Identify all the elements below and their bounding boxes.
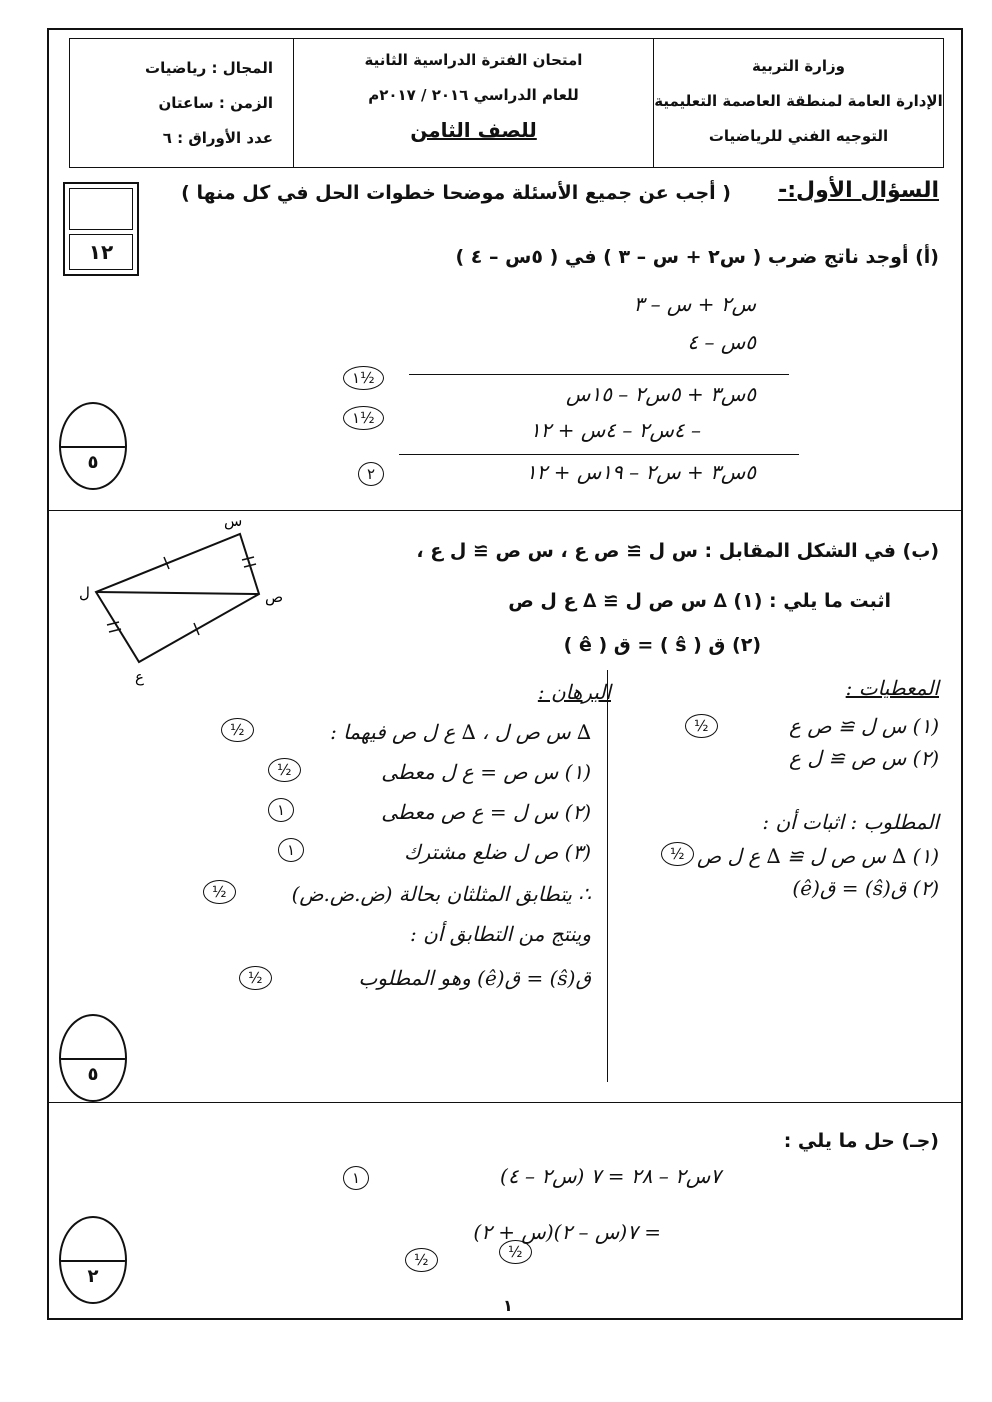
subject: المجال : رياضيات xyxy=(145,59,273,77)
district-name: الإدارة العامة لمنطقة العاصمة التعليمية xyxy=(654,92,943,110)
part-a-score: ٥ xyxy=(87,452,99,473)
vertex-ain-label: ع xyxy=(135,668,144,686)
part-a-mark-2: ١½ xyxy=(343,406,384,430)
part-c-line-1: ٧س٢ – ٢٨ = ٧ (س٢ – ٤) xyxy=(500,1164,721,1188)
proof-line-5: ∴ يتطابق المثلثان بحالة (ض.ض.ض) xyxy=(291,882,591,906)
proof-line-6: وينتج من التطابق أن : xyxy=(410,922,591,946)
parallelogram-figure xyxy=(79,510,289,690)
total-score-blank xyxy=(69,188,133,230)
total-score: ١٢ xyxy=(69,234,133,270)
header-ministry xyxy=(653,39,943,167)
section-divider-2 xyxy=(49,1102,961,1103)
proof-line-2: (١) س ص = ع ل معطى xyxy=(381,760,591,784)
part-b-prove-1: اثبت ما يلي : (١) ∆ س ص ل ≅ ∆ ع ل ص xyxy=(508,590,891,612)
oval-divider xyxy=(61,1260,125,1262)
proof-line-3: (٢) س ل = ع ص معطى xyxy=(381,800,591,824)
proof-line-4: (٣) ص ل ضلع مشترك xyxy=(404,840,591,864)
proof-mark-2: ½ xyxy=(268,758,301,782)
proof-mark-6: ½ xyxy=(239,966,272,990)
header-exam xyxy=(293,39,653,167)
question-instruction: ( أجب عن جميع الأسئلة موضحا خطوات الحل في كل منها ) xyxy=(181,182,731,204)
proof-line-7: ق(ŝ) = ق(ê) وهو المطلوب xyxy=(358,966,591,990)
part-c-score-oval xyxy=(59,1216,127,1304)
exam-title: امتحان الفترة الدراسية الثانية xyxy=(364,51,583,69)
duration: الزمن : ساعتان xyxy=(158,94,273,112)
given-mark: ½ xyxy=(685,714,718,738)
proof-line-1: ∆ س ص ل ، ∆ ع ل ص فيهما : xyxy=(330,720,591,744)
question-total-box xyxy=(63,182,139,276)
part-c-mark-3: ½ xyxy=(499,1240,532,1264)
oval-divider xyxy=(61,446,125,448)
part-b-score-oval xyxy=(59,1014,127,1102)
proof-mark-1: ½ xyxy=(221,718,254,742)
header-info xyxy=(70,39,293,167)
part-a-line-4: – ٤س٢ – ٤س + ١٢ xyxy=(529,418,701,442)
part-a-mark-3: ٢ xyxy=(358,462,384,486)
part-a-line-3: ٥س٣ + ٥س٢ – ١٥س xyxy=(566,382,756,406)
part-a-score-oval xyxy=(59,402,127,490)
part-c-mark-1: ١ xyxy=(343,1166,369,1190)
part-c-prompt: (جـ) حل ما يلي : xyxy=(783,1130,939,1152)
sheet-count: عدد الأوراق : ٦ xyxy=(162,129,273,147)
ministry-name: وزارة التربية xyxy=(752,57,845,75)
given-1: (١) س ل ≅ ص ع xyxy=(789,714,939,738)
grade: للصف الثامن xyxy=(410,118,537,142)
proof-mark-3: ١ xyxy=(268,798,294,822)
vertex-s-label: س xyxy=(224,512,243,530)
proof-title: البرهان : xyxy=(537,680,611,704)
part-a-rule-1 xyxy=(409,374,789,375)
exam-header xyxy=(69,38,944,168)
part-c-score: ٢ xyxy=(87,1266,99,1287)
part-b-prompt: (ب) في الشكل المقابل : س ل ≅ ص ع ، س ص ≅ ل ع ، xyxy=(416,540,939,562)
page-number: ١ xyxy=(503,1296,513,1315)
exam-page xyxy=(47,28,963,1320)
part-a-line-1: س٢ + س – ٣ xyxy=(633,292,756,316)
part-a-line-2: ٥س – ٤ xyxy=(687,330,756,354)
proof-mark-5: ½ xyxy=(203,880,236,904)
part-a-rule-2 xyxy=(399,454,799,455)
given-title: المعطيات : xyxy=(845,676,939,700)
given-2: (٢) س ص ≅ ل ع xyxy=(789,746,939,770)
required-1: (١) ∆ س ص ل ≅ ∆ ع ل ص xyxy=(696,844,939,868)
part-a-prompt: (أ) أوجد ناتج ضرب ( س٢ + س – ٣ ) في ( ٥س – ٤ ) xyxy=(455,246,939,268)
part-a-line-5: ٥س٣ + س٢ – ١٩س + ١٢ xyxy=(525,460,756,484)
required-title: المطلوب : اثبات أن : xyxy=(762,810,939,834)
vertex-sad-label: ص xyxy=(265,588,284,606)
proof-mark-4: ١ xyxy=(278,838,304,862)
part-c-mark-2: ½ xyxy=(405,1248,438,1272)
academic-year: للعام الدراسي ٢٠١٦ / ٢٠١٧م xyxy=(368,86,579,104)
part-a-mark-1: ١½ xyxy=(343,366,384,390)
oval-divider xyxy=(61,1058,125,1060)
question-title: السؤال الأول:- xyxy=(778,178,939,203)
department-name: التوجيه الفني للرياضيات xyxy=(708,127,889,145)
part-b-score: ٥ xyxy=(87,1064,99,1085)
required-mark: ½ xyxy=(661,842,694,866)
required-2: (٢) ق(ŝ) = ق(ê) xyxy=(792,876,939,900)
part-b-prove-2: (٢) ق ( ŝ ) = ق ( ê ) xyxy=(563,634,761,656)
proof-column-divider xyxy=(607,670,608,1082)
part-c-line-2: = ٧(س – ٢)(س + ٢) xyxy=(473,1220,661,1244)
vertex-l-label: ل xyxy=(79,584,90,602)
